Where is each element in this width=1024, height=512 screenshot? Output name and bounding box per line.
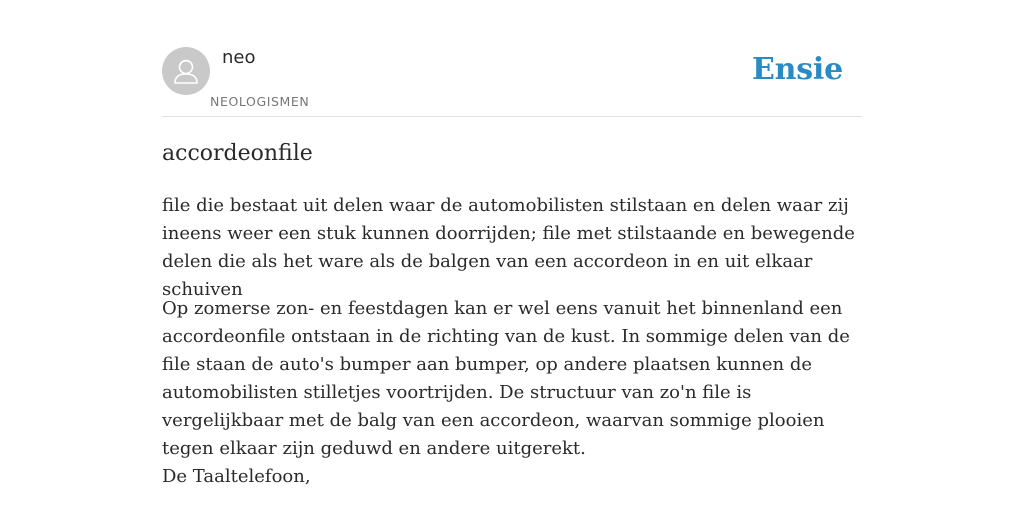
avatar[interactable] [162, 47, 210, 95]
entry-example: Op zomerse zon- en feestdagen kan er wel eens vanuit het binnenland een accordeonfile ontstaan in de richting van de kust. In sommige delen van de file staan de auto's bumper aan bumper, op andere plaatsen kunnen de automobilisten stilletjes voortrijden. De structuur van zo'n file is vergelijkbaar met de balg van een accordeon, waarvan sommige plooien tegen elkaar zijn geduwd en andere uitgerekt. [162, 298, 850, 459]
username-link[interactable]: neo [222, 47, 256, 68]
header [162, 0, 862, 117]
entry-definition: file die bestaat uit delen waar de automobilisten stilstaan en delen waar zij ineens weer een stuk kunnen doorrijden; file met stilstaande en bewegende delen die als het ware als de balgen van een accordeon in en uit elkaar schuiven [162, 195, 855, 300]
entry-source: De Taaltelefoon, [162, 466, 311, 487]
user-avatar-icon [162, 47, 210, 95]
category-link[interactable]: NEOLOGISMEN [210, 94, 310, 109]
page-content [162, 0, 862, 487]
entry-title: accordeonfile [162, 141, 313, 166]
ensie-logo[interactable]: Ensie [751, 52, 843, 87]
